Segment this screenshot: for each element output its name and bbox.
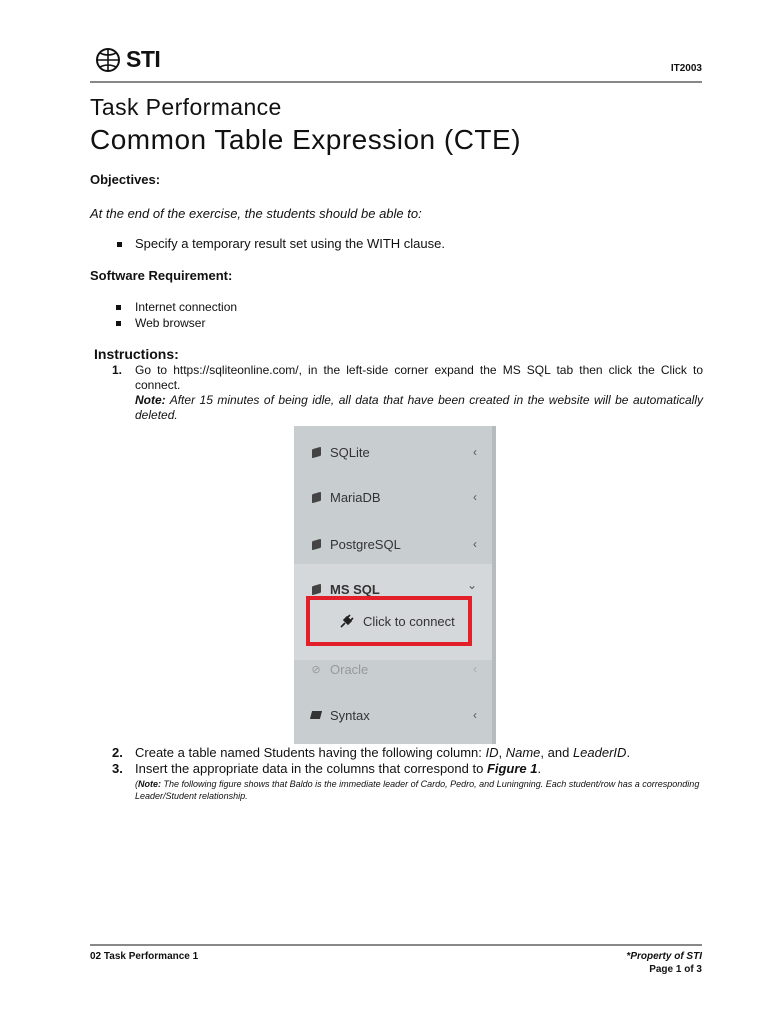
bullet-icon xyxy=(117,242,122,247)
chevron-left-icon: ‹ xyxy=(473,662,477,676)
menu-item-label: MS SQL xyxy=(330,581,380,597)
step-number: 2. xyxy=(112,745,123,760)
sti-logo xyxy=(95,46,160,73)
footer-rule xyxy=(90,944,702,946)
chevron-left-icon: ‹ xyxy=(473,537,477,551)
menu-item-postgresql[interactable] xyxy=(294,521,492,567)
paren: ( xyxy=(135,779,138,789)
menu-item-label: PostgreSQL xyxy=(330,536,401,552)
step-number: 3. xyxy=(112,761,123,776)
column-name: Name xyxy=(505,745,541,760)
cube-icon xyxy=(310,491,322,503)
menu-item-oracle xyxy=(294,646,492,692)
period: . xyxy=(537,761,542,776)
menu-item-label: SQLite xyxy=(330,444,370,460)
software-heading: Software Requirement: xyxy=(90,268,233,283)
software-item: Web browser xyxy=(135,316,206,330)
bullet-icon xyxy=(116,305,121,310)
menu-item-sqlite[interactable] xyxy=(294,429,492,475)
objective-item: Specify a temporary result set using the WITH clause. xyxy=(135,236,445,251)
chevron-left-icon: ‹ xyxy=(473,490,477,504)
menu-item-mariadb[interactable] xyxy=(294,474,492,520)
period: . xyxy=(626,745,631,760)
title-line-1: Task Performance xyxy=(90,94,282,120)
step-1-text xyxy=(135,363,703,423)
highlight-box xyxy=(306,596,472,646)
note-label: Note: xyxy=(135,393,166,407)
objectives-heading: Objectives: xyxy=(90,172,161,187)
cube-icon xyxy=(310,446,322,458)
column-leaderid: LeaderID xyxy=(572,745,627,760)
bullet-icon xyxy=(116,321,121,326)
note-label: Note: xyxy=(138,779,161,789)
step-3-body: Insert the appropriate data in the columns that correspond to xyxy=(135,761,487,776)
step-1-body: Go to https://sqliteonline.com/, in the left-side corner expand the MS SQL tab then click the Click to connect. xyxy=(135,363,703,392)
db-menu-screenshot xyxy=(294,426,496,744)
menu-item-label: MariaDB xyxy=(330,489,381,505)
cube-icon xyxy=(310,583,322,595)
software-item: Internet connection xyxy=(135,300,238,314)
cube-icon xyxy=(310,538,322,550)
step-1-note xyxy=(135,393,703,422)
step-2-text xyxy=(135,745,630,760)
menu-item-label: Oracle xyxy=(330,661,369,677)
note-text: The following figure shows that Baldo is the immediate leader of Cardo, Pedro, and Luningning. Each student/row has a corresponding Leader/Student relationship. xyxy=(135,779,700,801)
column-id: ID xyxy=(485,745,499,760)
objectives-intro: At the end of the exercise, the students should be able to: xyxy=(90,206,422,221)
chevron-left-icon: ‹ xyxy=(473,708,477,722)
separator: , and xyxy=(540,745,573,760)
disabled-icon: ⊘ xyxy=(311,663,321,676)
sti-globe-icon xyxy=(95,47,125,73)
chevron-down-icon: ⌄ xyxy=(466,578,477,592)
document-code: IT2003 xyxy=(670,63,702,74)
menu-scrollbar xyxy=(492,426,496,744)
step-2-body: Create a table named Students having the following column: xyxy=(135,745,486,760)
separator: , xyxy=(498,745,506,760)
figure-ref: Figure 1 xyxy=(486,761,538,776)
step-3-text xyxy=(135,761,541,776)
step-number: 1. xyxy=(112,363,123,377)
menu-item-label: Syntax xyxy=(330,707,370,723)
title-line-2: Common Table Expression (CTE) xyxy=(90,124,522,155)
connect-label: Click to connect xyxy=(363,613,455,629)
chevron-left-icon: ‹ xyxy=(473,445,477,459)
instructions-heading: Instructions: xyxy=(94,346,179,362)
menu-item-syntax[interactable] xyxy=(294,692,492,738)
note-text: After 15 minutes of being idle, all data that have been created in the website will be automatically deleted. xyxy=(135,393,703,422)
header-rule xyxy=(90,81,702,83)
footer-title: 02 Task Performance 1 xyxy=(90,951,199,962)
book-icon xyxy=(310,709,322,721)
step-3-note xyxy=(135,778,703,802)
footer-property: *Property of STI xyxy=(626,951,702,962)
footer-page-number: Page 1 of 3 xyxy=(649,964,702,975)
logo-text: STI xyxy=(126,46,161,72)
